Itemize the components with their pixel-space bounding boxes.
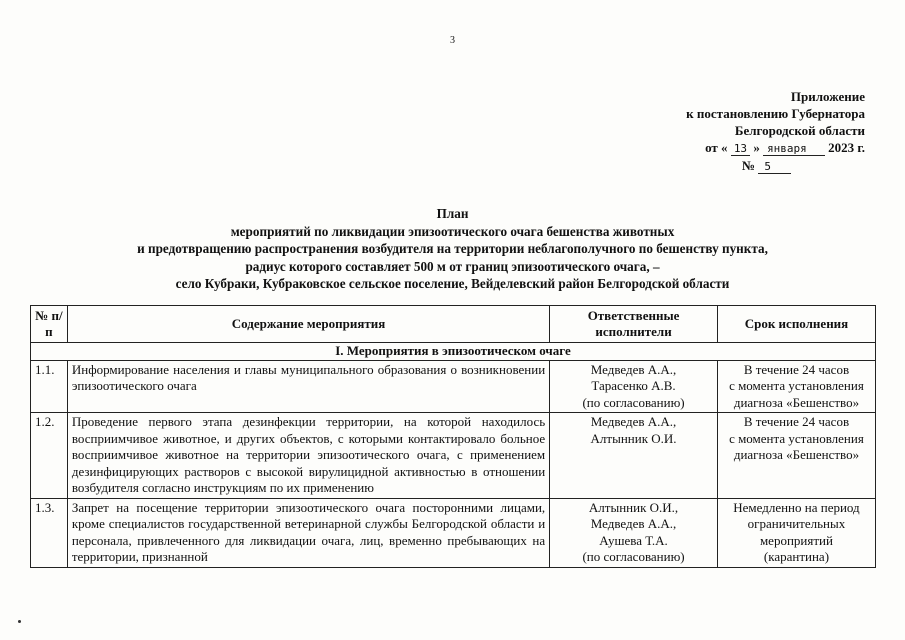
row-deadline [717, 498, 875, 567]
row-content: Запрет на посещение территории эпизоотического очага посторонними лицами, кроме специалистов государственной ветеринарной службы Белгородской области и персонала, привлеченного для ликвидации очага, лиц, временно пребывающих на территории, признанной [67, 498, 549, 567]
date-day: 13 [731, 142, 750, 156]
row-executors [550, 360, 718, 413]
date-month: января [763, 142, 825, 156]
appendix-date-line [605, 139, 865, 157]
executor-line: Аушева Т.А. [599, 532, 668, 548]
row-num: 1.1. [31, 360, 68, 413]
row-deadline [717, 413, 875, 499]
deadline-line: В течение 24 часов [743, 361, 850, 377]
table-row [31, 360, 876, 413]
plan-line4: село Кубраки, Кубраковское сельское поселение, Вейделевский район Белгородской области [175, 276, 730, 291]
deadline-line: мероприятий [759, 532, 833, 548]
deadline-line: В течение 24 часов [743, 414, 850, 429]
row-executors [550, 413, 718, 499]
row-content: Проведение первого этапа дезинфекции территории, на которой находилось восприимчивое животное, и других объектов, с которыми контактировало больное восприимчивое животное на территории эпизоотического очага, с применением дезинфицирующих растворов с высокой вирулицидной активностью в отношении возбудителя согласно инструкциям по их применению [67, 413, 549, 499]
appendix-line1: к постановлению Губернатора [686, 106, 865, 121]
plan-line1: мероприятий по ликвидации эпизоотического очага бешенства животных [230, 223, 675, 239]
date-year: 2023 г. [828, 140, 865, 155]
deadline-line: диагноза «Бешенство» [733, 394, 860, 410]
appendix-title: Приложение [790, 89, 865, 104]
table-row [31, 413, 876, 499]
header-num: № п/п [31, 306, 68, 343]
header-deadline: Срок исполнения [717, 306, 875, 343]
plan-title-block [40, 205, 865, 293]
scan-speck [18, 620, 21, 623]
row-executors [550, 498, 718, 567]
appendix-line2: Белгородской области [734, 123, 865, 138]
number-prefix: № [742, 158, 756, 173]
table-row [31, 498, 876, 567]
deadline-line: Немедленно на период [733, 499, 860, 515]
executor-line: Медведев А.А., [590, 361, 677, 377]
executor-line: Алтынник О.И. [590, 430, 677, 446]
measures-table [30, 305, 876, 568]
deadline-line: с момента установления [729, 378, 864, 393]
executor-line: Медведев А.А., [590, 414, 677, 429]
page-number: 3 [450, 35, 455, 46]
date-prefix: от « [705, 140, 728, 155]
appendix-block [605, 88, 865, 175]
executor-line: Алтынник О.И., [588, 499, 679, 515]
deadline-line: с момента установления [729, 430, 864, 446]
deadline-line: диагноза «Бешенство» [733, 447, 860, 462]
header-executors: Ответственные исполнители [550, 306, 718, 343]
row-num: 1.2. [31, 413, 68, 499]
appendix-number-line [605, 157, 865, 175]
executor-line: Тарасенко А.В. [591, 378, 676, 393]
row-content: Информирование населения и главы муниципального образования о возникновении эпизоотического очага [67, 360, 549, 413]
deadline-line: ограничительных [747, 516, 846, 531]
header-content: Содержание мероприятия [67, 306, 549, 343]
executor-line: Медведев А.А., [590, 516, 677, 531]
section-title: I. Мероприятия в эпизоотическом очаге [31, 343, 876, 361]
plan-title: План [436, 206, 469, 221]
deadline-line: (карантина) [763, 549, 830, 564]
number-value: 5 [758, 160, 791, 174]
row-num: 1.3. [31, 498, 68, 567]
executor-line: (по согласованию) [582, 394, 685, 410]
section-row [31, 343, 876, 361]
plan-line3: радиус которого составляет 500 м от границ эпизоотического очага, – [245, 258, 660, 274]
plan-line2: и предотвращению распространения возбудителя на территории неблагополучного по бешенству пункта, [137, 241, 768, 256]
row-deadline [717, 360, 875, 413]
executor-line: (по согласованию) [582, 549, 685, 564]
table-header-row [31, 306, 876, 343]
date-mid: » [753, 140, 760, 155]
